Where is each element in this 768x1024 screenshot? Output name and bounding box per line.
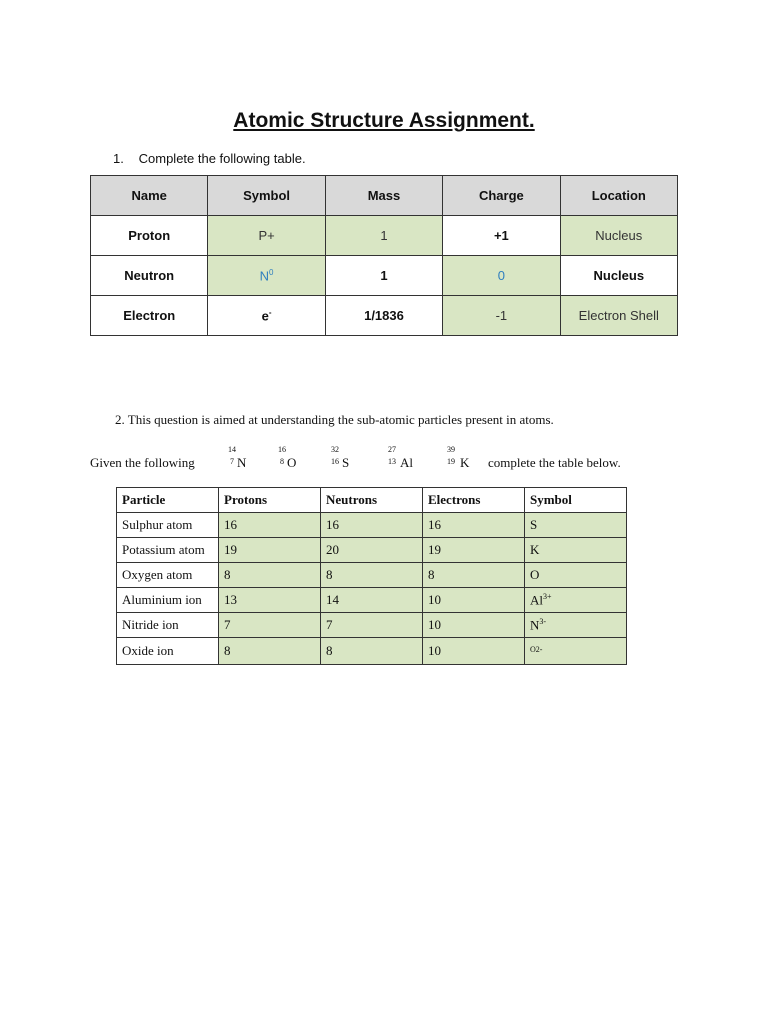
symbol-text: S [530, 517, 538, 532]
neutrons-cell: 16 [321, 513, 423, 538]
header-cell: Charge [443, 176, 560, 216]
electrons-cell: 19 [423, 538, 525, 563]
location-cell: Nucleus [560, 256, 677, 296]
mass-number: 27 [388, 445, 396, 454]
atomic-number: 19 [447, 457, 455, 466]
row-name: Neutron [91, 256, 208, 296]
particle-cell: Oxygen atom [117, 563, 219, 588]
table-row [117, 513, 627, 538]
table-row [117, 638, 627, 665]
electrons-cell: 10 [423, 638, 525, 665]
mass-number: 39 [447, 445, 455, 454]
element-symbol: Al [400, 455, 413, 470]
header-cell: Mass [325, 176, 442, 216]
table-header-row [91, 176, 678, 216]
header-cell: Neutrons [321, 488, 423, 513]
symbol-text: N [259, 268, 270, 284]
table-row [91, 216, 678, 256]
atomic-number: 8 [280, 457, 284, 466]
mass-cell: 1/1836 [325, 296, 442, 336]
protons-cell: 7 [219, 613, 321, 638]
element-symbol: N [237, 455, 247, 470]
symbol-cell [208, 256, 325, 296]
symbol-superscript: - [268, 307, 272, 317]
atomic-number: 7 [230, 457, 234, 466]
symbol-superscript: 0 [269, 267, 274, 277]
neutrons-cell: 7 [321, 613, 423, 638]
protons-cell: 16 [219, 513, 321, 538]
given-suffix: complete the table below. [488, 455, 621, 470]
particle-cell: Nitride ion [117, 613, 219, 638]
element-symbol: O [287, 455, 297, 470]
location-cell: Nucleus [560, 216, 677, 256]
particle-cell: Aluminium ion [117, 588, 219, 613]
symbol-superscript: 3+ [543, 591, 552, 601]
protons-cell: 8 [219, 638, 321, 665]
symbol-cell [208, 296, 325, 336]
header-cell: Electrons [423, 488, 525, 513]
symbol-cell [525, 638, 627, 665]
element-symbol: S [342, 455, 350, 470]
question-1-text: Complete the following table. [138, 151, 306, 166]
symbol-text: N [530, 617, 540, 633]
header-cell: Symbol [208, 176, 325, 216]
symbol-text: O [530, 567, 540, 582]
table-row [117, 563, 627, 588]
neutrons-cell: 20 [321, 538, 423, 563]
symbol-cell [525, 588, 627, 613]
charge-cell: +1 [443, 216, 560, 256]
electrons-cell: 8 [423, 563, 525, 588]
header-cell: Protons [219, 488, 321, 513]
particle-cell: Oxide ion [117, 638, 219, 665]
neutrons-cell: 14 [321, 588, 423, 613]
table-row [117, 588, 627, 613]
symbol-text: Al [530, 592, 543, 608]
mass-cell: 1 [325, 256, 442, 296]
atomic-number: 13 [388, 457, 396, 466]
question-1-number: 1. [113, 151, 124, 166]
question-1 [113, 151, 306, 166]
header-cell: Name [91, 176, 208, 216]
mass-cell: 1 [325, 216, 442, 256]
header-cell: Particle [117, 488, 219, 513]
table-row [91, 256, 678, 296]
mass-number: 16 [278, 445, 286, 454]
page-title: Atomic Structure Assignment. [233, 109, 535, 132]
table-header-row [117, 488, 627, 513]
table-row [117, 613, 627, 638]
symbol-cell [525, 613, 627, 638]
symbol-text: K [530, 542, 540, 557]
table-row [91, 296, 678, 336]
protons-cell: 19 [219, 538, 321, 563]
symbol-cell [525, 513, 627, 538]
header-cell: Location [560, 176, 677, 216]
question-2-text: 2. This question is aimed at understanding the sub-atomic particles present in atoms. [115, 412, 554, 427]
row-name: Electron [91, 296, 208, 336]
electrons-cell: 10 [423, 613, 525, 638]
header-cell: Symbol [525, 488, 627, 513]
charge-cell: -1 [443, 296, 560, 336]
particle-cell: Potassium atom [117, 538, 219, 563]
electrons-cell: 10 [423, 588, 525, 613]
neutrons-cell: 8 [321, 563, 423, 588]
particle-cell: Sulphur atom [117, 513, 219, 538]
symbol-text: e [261, 308, 269, 324]
neutrons-cell: 8 [321, 638, 423, 665]
charge-cell: 0 [443, 256, 560, 296]
symbol-superscript: 3- [539, 616, 547, 626]
symbol-cell: P+ [208, 216, 325, 256]
particles-table [90, 175, 678, 336]
protons-cell: 8 [219, 563, 321, 588]
row-name: Proton [91, 216, 208, 256]
electrons-cell: 16 [423, 513, 525, 538]
location-cell: Electron Shell [560, 296, 677, 336]
symbol-cell [525, 563, 627, 588]
element-symbol: K [460, 455, 470, 470]
mass-number: 14 [228, 445, 236, 454]
protons-cell: 13 [219, 588, 321, 613]
mass-number: 32 [331, 445, 339, 454]
subatomic-table [116, 487, 627, 665]
symbol-superscript: O2- [530, 645, 543, 654]
table-row [117, 538, 627, 563]
given-prefix: Given the following [90, 455, 195, 470]
symbol-cell [525, 538, 627, 563]
atomic-number: 16 [331, 457, 339, 466]
